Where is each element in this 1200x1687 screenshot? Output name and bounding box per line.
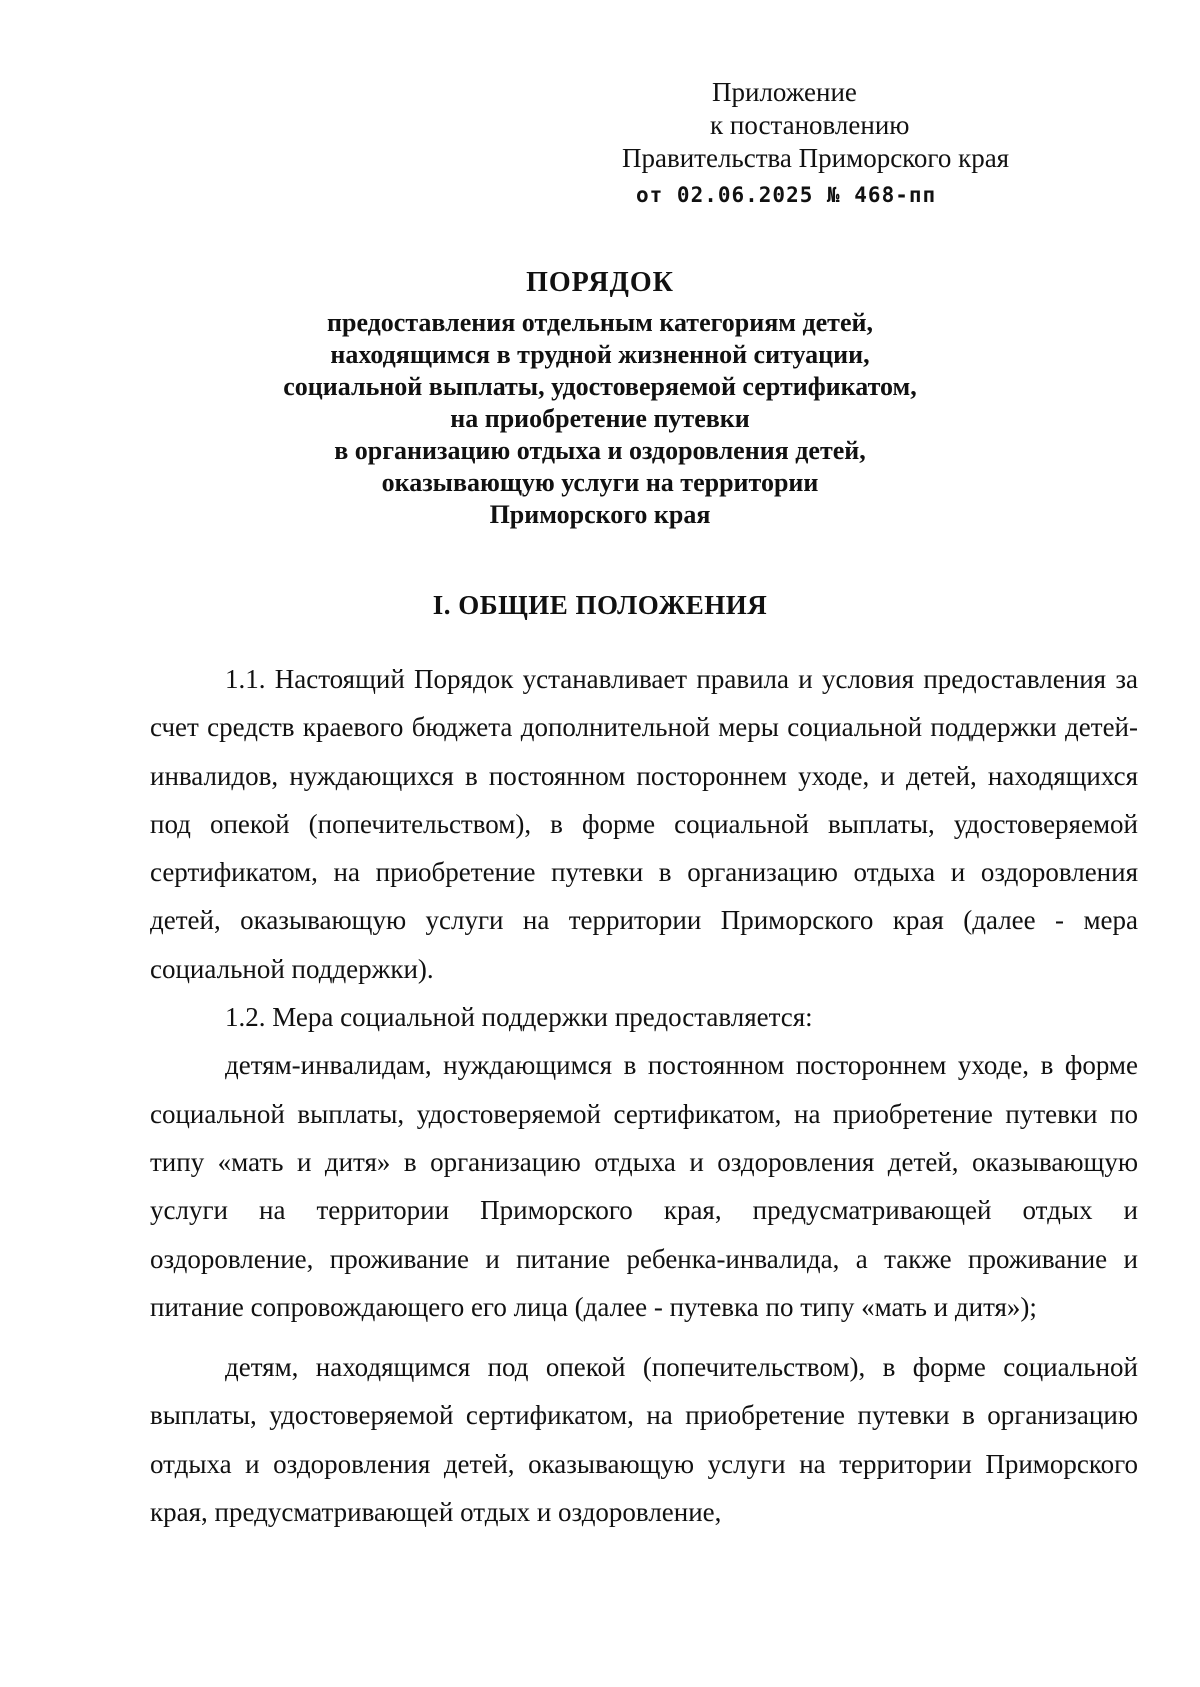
annex-government-ref: Правительства Приморского края — [622, 143, 1010, 173]
title-line: оказывающую услуги на территории — [381, 468, 819, 497]
title-line: предоставления отдельным категориям детей, — [327, 308, 873, 337]
annex-label: Приложение — [712, 77, 857, 107]
paragraph-1-2: 1.2. Мера социальной поддержки предоставляется: — [225, 1002, 813, 1033]
title-main: ПОРЯДОК — [526, 267, 674, 298]
document-title — [150, 265, 1050, 531]
title-line: находящимся в трудной жизненной ситуации, — [330, 340, 870, 369]
paragraph-disabled-children: детям-инвалидам, нуждающимся в постоянном постороннем уходе, в форме социальной выплаты, удостоверяемой сертификатом, на приобретение путевки по типу «мать и дитя» в организацию отдыха и оздоровления детей, оказывающую услуги на территории Приморского края, предусматривающей отдых и оздоровление, проживание и питание ребенка-инвалида, а также проживание и питание сопровождающего его лица (далее - путевка по типу «мать и дитя»); — [150, 1050, 1138, 1322]
title-line: Приморского края — [489, 500, 711, 529]
paragraph-1-1: 1.1. Настоящий Порядок устанавливает правила и условия предоставления за счет средств краевого бюджета дополнительной меры социальной поддержки детей-инвалидов, нуждающихся в постоянном постороннем уходе, и детей, находящихся под опекой (попечительством), в форме социальной выплаты, удостоверяемой сертификатом, на приобретение путевки в организацию отдыха и оздоровления детей, оказывающую услуги на территории Приморского края (далее - мера социальной поддержки). — [150, 664, 1138, 984]
annex-date-number: от 02.06.2025 № 468-пп — [636, 183, 937, 207]
annex-resolution-ref: к постановлению — [710, 110, 910, 140]
title-line: социальной выплаты, удостоверяемой сертификатом, — [283, 372, 917, 401]
paragraph-guardianship-children: детям, находящимся под опекой (попечительством), в форме социальной выплаты, удостоверяемой сертификатом, на приобретение путевки в организацию отдыха и оздоровления детей, оказывающую услуги на территории Приморского края, предусматривающей отдых и оздоровление, — [150, 1352, 1138, 1528]
annex-header — [622, 76, 1132, 212]
section-heading: I. ОБЩИЕ ПОЛОЖЕНИЯ — [432, 590, 768, 620]
title-line: на приобретение путевки — [450, 404, 750, 433]
document-body — [150, 655, 1138, 1536]
title-line: в организацию отдыха и оздоровления детей, — [334, 436, 866, 465]
